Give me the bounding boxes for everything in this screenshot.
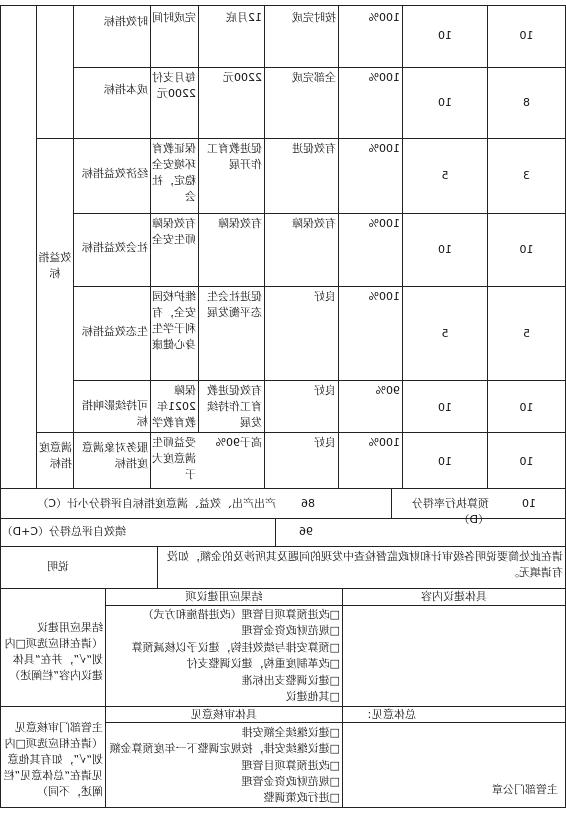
sub-cost: 成本指标 <box>104 83 148 96</box>
sub-social: 社会效益指标 <box>82 241 148 254</box>
category-output <box>1 5 35 488</box>
indicator-cell: 保障2021年教育教学 <box>152 384 196 429</box>
completion-cell: 100% <box>368 436 400 449</box>
completion-cell: 100% <box>368 142 400 155</box>
grid-line <box>342 588 343 808</box>
score-cell: 10 <box>519 401 534 414</box>
indicator-cell: 有效保障师生安全 <box>152 217 196 246</box>
score-cell: 10 <box>519 243 534 256</box>
grid-line <box>150 5 151 489</box>
target-cell: 12月底 <box>226 11 262 24</box>
target-cell: 促进教育工作开展 <box>207 142 262 171</box>
weight-cell: 5 <box>441 169 449 182</box>
completion-cell: 100% <box>368 217 400 230</box>
actual-cell: 良好 <box>314 384 336 397</box>
grid-line <box>0 488 566 489</box>
subtotal-label: 产出产出、效益、满意度指标自评得分小计（C） <box>37 497 276 510</box>
sub-ecological: 生态效益指标 <box>82 325 148 338</box>
grid-line <box>73 5 74 489</box>
grid-line <box>264 5 265 489</box>
grid-line <box>36 5 37 489</box>
target-cell: 有效促进教育工作持续发展 <box>207 384 262 429</box>
grid-line <box>198 5 199 433</box>
apply-option-5[interactable]: □其他建议 <box>285 690 340 703</box>
review-option-2[interactable]: □改进预算项目管理 <box>241 759 340 772</box>
grid-line <box>157 546 158 589</box>
completion-cell: 100% <box>368 11 400 24</box>
weight-cell: 10 <box>438 96 452 109</box>
apply-option-4[interactable]: □建议调整支出标准 <box>241 674 340 687</box>
weight-cell: 10 <box>438 455 452 468</box>
actual-cell: 全部完成 <box>292 71 336 84</box>
budget-label: 预算执行率得分（D） <box>412 497 489 526</box>
score-cell: 10 <box>519 29 534 42</box>
target-cell: 2200元 <box>223 71 262 84</box>
apply-options-header: 结果应用建议项 <box>185 590 263 603</box>
actual-cell: 有效促进 <box>292 142 336 155</box>
target-cell: 有效保障 <box>218 217 262 230</box>
grid-line <box>74 67 566 68</box>
score-cell: 5 <box>523 327 530 340</box>
review-option-3[interactable]: □规范财政资金管理 <box>241 775 340 788</box>
weight-cell: 10 <box>438 401 452 414</box>
sub-satisfaction: 满意度指标 <box>39 441 72 470</box>
apply-option-0[interactable]: □改进预算项目管理（改进措施和方式） <box>142 608 340 621</box>
review-option-1[interactable]: □建议继续安排，按规定调整下一年度预算金额 <box>109 742 340 755</box>
category-output-label: 产出 <box>254 497 276 510</box>
indicator-cell: 每月支付2200元 <box>152 71 196 100</box>
grid-line <box>74 213 566 214</box>
grid-line <box>74 380 566 381</box>
sub-economic: 经济效益指标 <box>82 167 148 180</box>
review-option-4[interactable]: □进行政策调整 <box>263 791 340 804</box>
actual-cell: 按时完成 <box>292 11 336 24</box>
indicator-cell: 受益师生满意度大于 <box>152 436 196 481</box>
apply-option-3[interactable]: □改革制度重构，建议调整支付 <box>186 657 340 670</box>
grid-line <box>391 488 392 519</box>
weight-cell: 10 <box>438 243 452 256</box>
indicator-cell: 维护校园安全，有利于学生身心健康 <box>152 290 196 351</box>
target-cell: 促进社会生态平衡发展 <box>207 290 262 319</box>
review-option-0[interactable]: □建议继续全额安排 <box>241 726 340 739</box>
satisfaction-desc: 服务对象满意度指标 <box>82 441 148 470</box>
score-cell: 3 <box>523 169 530 182</box>
completion-cell: 100% <box>368 290 400 303</box>
category-effect: 效益指标 <box>38 251 72 280</box>
grid-line <box>0 807 566 808</box>
actual-cell: 良好 <box>314 290 336 303</box>
grid-line <box>0 5 566 6</box>
sub-sustainable: 可持续影响指标 <box>82 399 148 428</box>
actual-cell: 有效保障 <box>292 217 336 230</box>
apply-option-1[interactable]: □规范财政资金管理 <box>241 624 340 637</box>
score-cell: 8 <box>523 96 530 109</box>
sub-time: 时效指标 <box>104 15 148 28</box>
apply-label: 结果应用建议 （请在相应选项□内划“√”，并在“具体建议内容”栏阐述） <box>4 621 103 682</box>
actual-cell: 良好 <box>314 436 336 449</box>
completion-cell: 90% <box>375 384 400 397</box>
apply-option-2[interactable]: □预算安排与绩效挂钩，建议予以核减预算 <box>131 641 340 654</box>
grid-line <box>106 605 566 606</box>
target-cell: 高于90% <box>215 436 262 449</box>
completion-cell: 100% <box>368 71 400 84</box>
apply-content-header: 具体建议内容 <box>421 590 487 603</box>
grid-line <box>338 5 339 489</box>
subtotal-value: 86 <box>301 497 315 510</box>
weight-cell: 10 <box>438 29 452 42</box>
indicator-cell: 保证教育环境安全稳定，社会 <box>152 142 196 203</box>
review-overall-label: 总体意见： <box>361 708 416 721</box>
explain-label: 说明 <box>47 560 69 573</box>
seal-label: 主管部门公章 <box>492 783 558 796</box>
review-label: 主管部门审核意见（请在相应选项□内划“√”，如有其他意见请在“总体意见”栏阐述，不同） <box>3 721 103 798</box>
total-value: 96 <box>299 525 313 538</box>
weight-cell: 5 <box>441 327 449 340</box>
budget-value: 10 <box>522 497 536 510</box>
explain-text: 请在此处简要说明各级审计和财政监督检查中发现的问题及其所涉及的金额，如没有请填无。 <box>167 550 563 579</box>
score-cell: 10 <box>519 455 534 468</box>
grid-line <box>0 546 566 547</box>
indicator-cell: 完成时间 <box>152 11 196 24</box>
total-label: 绩效自评总得分（C+D） <box>1 525 126 538</box>
review-options-header: 具体审核意见 <box>191 708 257 721</box>
grid-line <box>74 286 566 287</box>
